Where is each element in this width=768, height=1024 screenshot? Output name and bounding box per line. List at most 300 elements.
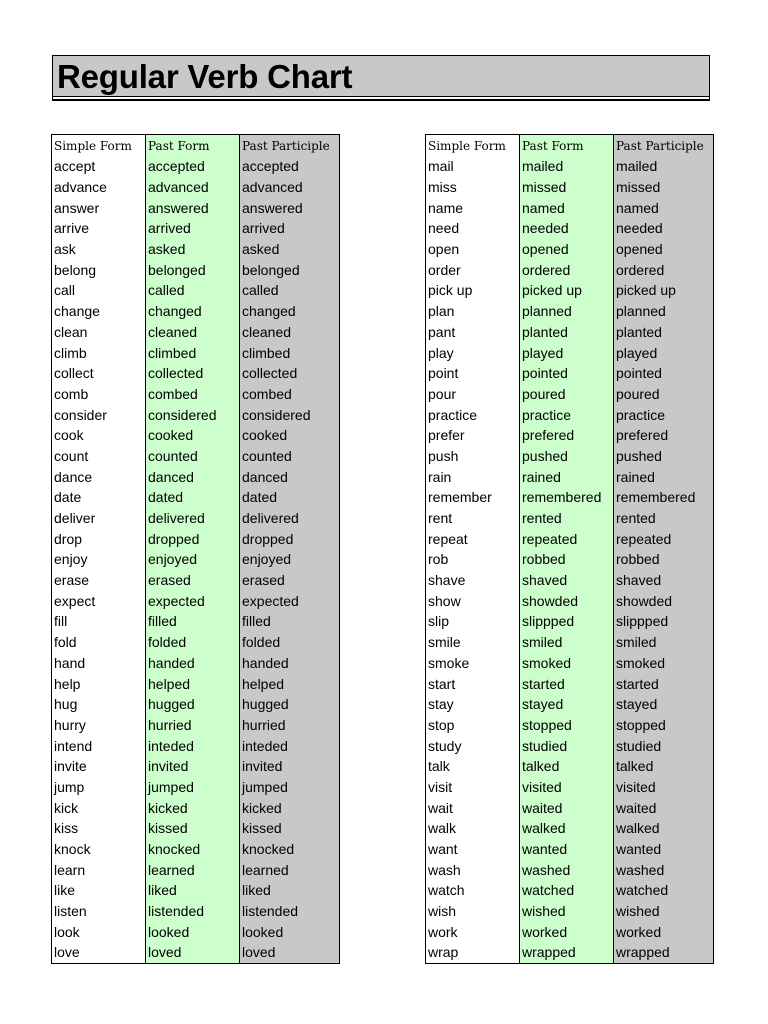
simple-form-cell: like (52, 880, 146, 901)
past-participle-cell: planted (614, 322, 714, 343)
past-form-cell: showded (520, 590, 614, 611)
table-row (426, 673, 714, 694)
simple-form-cell: rob (426, 549, 520, 570)
past-participle-cell: robbed (614, 549, 714, 570)
past-form-cell: helped (146, 673, 240, 694)
simple-form-cell: consider (52, 404, 146, 425)
past-participle-cell: enjoyed (240, 549, 340, 570)
table-row (52, 653, 340, 674)
past-form-cell: mailed (520, 156, 614, 177)
past-participle-cell: mailed (614, 156, 714, 177)
past-form-cell: rained (520, 466, 614, 487)
past-form-cell: talked (520, 756, 614, 777)
past-participle-cell: pointed (614, 363, 714, 384)
past-participle-cell: collected (240, 363, 340, 384)
past-form-cell: pointed (520, 363, 614, 384)
table-row (426, 218, 714, 239)
table-row (426, 777, 714, 798)
past-form-cell: advanced (146, 177, 240, 198)
simple-form-cell: pant (426, 322, 520, 343)
simple-form-cell: wait (426, 797, 520, 818)
past-form-cell: counted (146, 446, 240, 467)
table-row (52, 508, 340, 529)
table-row (52, 446, 340, 467)
past-form-cell: wrapped (520, 942, 614, 963)
past-form-cell: combed (146, 384, 240, 405)
past-form-cell: handed (146, 653, 240, 674)
past-form-cell: learned (146, 859, 240, 880)
past-form-cell: enjoyed (146, 549, 240, 570)
header-simple-form: Simple Form (426, 135, 520, 157)
simple-form-cell: intend (52, 735, 146, 756)
past-participle-cell: wrapped (614, 942, 714, 963)
simple-form-cell: start (426, 673, 520, 694)
simple-form-cell: look (52, 921, 146, 942)
table-row (52, 590, 340, 611)
header-past-form: Past Form (520, 135, 614, 157)
table-row (52, 322, 340, 343)
table-row (426, 570, 714, 591)
past-form-cell: washed (520, 859, 614, 880)
past-participle-cell: answered (240, 197, 340, 218)
past-form-cell: stayed (520, 694, 614, 715)
simple-form-cell: smile (426, 632, 520, 653)
simple-form-cell: call (52, 280, 146, 301)
title-bar (52, 55, 710, 97)
simple-form-cell: fill (52, 611, 146, 632)
past-form-cell: dated (146, 487, 240, 508)
past-form-cell: answered (146, 197, 240, 218)
past-form-cell: robbed (520, 549, 614, 570)
past-participle-cell: kicked (240, 797, 340, 818)
table-row (52, 280, 340, 301)
simple-form-cell: rent (426, 508, 520, 529)
table-row (426, 528, 714, 549)
table-row (426, 466, 714, 487)
past-participle-cell: rented (614, 508, 714, 529)
past-form-cell: filled (146, 611, 240, 632)
past-form-cell: invited (146, 756, 240, 777)
table-row (426, 156, 714, 177)
simple-form-cell: hand (52, 653, 146, 674)
simple-form-cell: arrive (52, 218, 146, 239)
simple-form-cell: point (426, 363, 520, 384)
past-participle-cell: dated (240, 487, 340, 508)
simple-form-cell: count (52, 446, 146, 467)
table-row (52, 777, 340, 798)
table-row (52, 301, 340, 322)
past-form-cell: hurried (146, 715, 240, 736)
past-participle-cell: combed (240, 384, 340, 405)
past-participle-cell: delivered (240, 508, 340, 529)
table-row (426, 549, 714, 570)
simple-form-cell: work (426, 921, 520, 942)
table-row (426, 508, 714, 529)
table-row (52, 487, 340, 508)
past-participle-cell: learned (240, 859, 340, 880)
past-participle-cell: changed (240, 301, 340, 322)
header-simple-form: Simple Form (52, 135, 146, 157)
past-participle-cell: studied (614, 735, 714, 756)
past-form-cell: called (146, 280, 240, 301)
simple-form-cell: stay (426, 694, 520, 715)
past-participle-cell: waited (614, 797, 714, 818)
past-participle-cell: inteded (240, 735, 340, 756)
past-participle-cell: counted (240, 446, 340, 467)
past-form-cell: climbed (146, 342, 240, 363)
past-participle-cell: invited (240, 756, 340, 777)
past-participle-cell: loved (240, 942, 340, 963)
table-row (52, 839, 340, 860)
past-participle-cell: advanced (240, 177, 340, 198)
past-form-cell: pushed (520, 446, 614, 467)
past-form-cell: considered (146, 404, 240, 425)
simple-form-cell: learn (52, 859, 146, 880)
past-form-cell: expected (146, 590, 240, 611)
past-participle-cell: picked up (614, 280, 714, 301)
simple-form-cell: rain (426, 466, 520, 487)
table-row (52, 425, 340, 446)
simple-form-cell: pick up (426, 280, 520, 301)
past-participle-cell: showded (614, 590, 714, 611)
simple-form-cell: order (426, 259, 520, 280)
past-participle-cell: hugged (240, 694, 340, 715)
past-form-cell: jumped (146, 777, 240, 798)
table-row (52, 570, 340, 591)
past-participle-cell: accepted (240, 156, 340, 177)
table-row (426, 322, 714, 343)
verb-table-left (51, 134, 340, 964)
past-participle-cell: dropped (240, 528, 340, 549)
simple-form-cell: fold (52, 632, 146, 653)
header-row (52, 135, 340, 157)
simple-form-cell: visit (426, 777, 520, 798)
table-row (52, 880, 340, 901)
simple-form-cell: erase (52, 570, 146, 591)
simple-form-cell: shave (426, 570, 520, 591)
table-row (426, 384, 714, 405)
past-form-cell: ordered (520, 259, 614, 280)
simple-form-cell: pour (426, 384, 520, 405)
past-participle-cell: stayed (614, 694, 714, 715)
past-participle-cell: poured (614, 384, 714, 405)
table-row (426, 839, 714, 860)
table-row (52, 797, 340, 818)
simple-form-cell: mail (426, 156, 520, 177)
past-form-cell: liked (146, 880, 240, 901)
table-row (426, 404, 714, 425)
header-past-participle: Past Participle (614, 135, 714, 157)
past-form-cell: danced (146, 466, 240, 487)
simple-form-cell: enjoy (52, 549, 146, 570)
simple-form-cell: advance (52, 177, 146, 198)
past-participle-cell: planned (614, 301, 714, 322)
simple-form-cell: help (52, 673, 146, 694)
simple-form-cell: listen (52, 901, 146, 922)
header-past-participle: Past Participle (240, 135, 340, 157)
simple-form-cell: walk (426, 818, 520, 839)
past-form-cell: shaved (520, 570, 614, 591)
past-form-cell: changed (146, 301, 240, 322)
simple-form-cell: comb (52, 384, 146, 405)
past-participle-cell: worked (614, 921, 714, 942)
past-form-cell: listended (146, 901, 240, 922)
table-row (52, 859, 340, 880)
simple-form-cell: expect (52, 590, 146, 611)
table-row (426, 756, 714, 777)
past-participle-cell: prefered (614, 425, 714, 446)
past-form-cell: kicked (146, 797, 240, 818)
simple-form-cell: jump (52, 777, 146, 798)
simple-form-cell: deliver (52, 508, 146, 529)
simple-form-cell: love (52, 942, 146, 963)
past-form-cell: cleaned (146, 322, 240, 343)
simple-form-cell: hug (52, 694, 146, 715)
past-form-cell: slippped (520, 611, 614, 632)
past-form-cell: practice (520, 404, 614, 425)
simple-form-cell: collect (52, 363, 146, 384)
past-participle-cell: walked (614, 818, 714, 839)
past-form-cell: needed (520, 218, 614, 239)
past-participle-cell: listended (240, 901, 340, 922)
table-row (426, 921, 714, 942)
simple-form-cell: invite (52, 756, 146, 777)
table-row (52, 404, 340, 425)
past-participle-cell: opened (614, 239, 714, 260)
simple-form-cell: need (426, 218, 520, 239)
past-form-cell: missed (520, 177, 614, 198)
past-form-cell: smiled (520, 632, 614, 653)
past-form-cell: hugged (146, 694, 240, 715)
past-form-cell: remembered (520, 487, 614, 508)
verb-table-right-body (426, 156, 714, 963)
past-form-cell: collected (146, 363, 240, 384)
past-form-cell: waited (520, 797, 614, 818)
simple-form-cell: kiss (52, 818, 146, 839)
simple-form-cell: change (52, 301, 146, 322)
past-form-cell: visited (520, 777, 614, 798)
simple-form-cell: climb (52, 342, 146, 363)
past-participle-cell: rained (614, 466, 714, 487)
table-row (52, 921, 340, 942)
table-row (52, 342, 340, 363)
past-participle-cell: visited (614, 777, 714, 798)
simple-form-cell: slip (426, 611, 520, 632)
past-participle-cell: missed (614, 177, 714, 198)
past-participle-cell: talked (614, 756, 714, 777)
past-form-cell: erased (146, 570, 240, 591)
table-row (52, 384, 340, 405)
past-participle-cell: smiled (614, 632, 714, 653)
simple-form-cell: date (52, 487, 146, 508)
simple-form-cell: accept (52, 156, 146, 177)
past-participle-cell: watched (614, 880, 714, 901)
past-participle-cell: wished (614, 901, 714, 922)
past-form-cell: planned (520, 301, 614, 322)
past-participle-cell: pushed (614, 446, 714, 467)
simple-form-cell: kick (52, 797, 146, 818)
table-row (52, 735, 340, 756)
past-participle-cell: needed (614, 218, 714, 239)
past-form-cell: poured (520, 384, 614, 405)
past-participle-cell: expected (240, 590, 340, 611)
past-form-cell: belonged (146, 259, 240, 280)
table-row (52, 756, 340, 777)
past-participle-cell: jumped (240, 777, 340, 798)
simple-form-cell: play (426, 342, 520, 363)
simple-form-cell: want (426, 839, 520, 860)
past-participle-cell: shaved (614, 570, 714, 591)
past-participle-cell: repeated (614, 528, 714, 549)
simple-form-cell: ask (52, 239, 146, 260)
table-row (52, 818, 340, 839)
past-participle-cell: cooked (240, 425, 340, 446)
past-form-cell: arrived (146, 218, 240, 239)
table-row (52, 259, 340, 280)
table-row (426, 880, 714, 901)
simple-form-cell: push (426, 446, 520, 467)
past-form-cell: stopped (520, 715, 614, 736)
past-form-cell: repeated (520, 528, 614, 549)
past-participle-cell: folded (240, 632, 340, 653)
page-title: Regular Verb Chart (57, 58, 353, 95)
verb-table-left-body (52, 156, 340, 963)
past-form-cell: folded (146, 632, 240, 653)
past-participle-cell: climbed (240, 342, 340, 363)
table-row (426, 859, 714, 880)
simple-form-cell: dance (52, 466, 146, 487)
table-row (52, 694, 340, 715)
past-form-cell: watched (520, 880, 614, 901)
table-row (52, 197, 340, 218)
simple-form-cell: prefer (426, 425, 520, 446)
table-row (426, 611, 714, 632)
past-participle-cell: played (614, 342, 714, 363)
table-row (52, 177, 340, 198)
past-form-cell: smoked (520, 653, 614, 674)
past-participle-cell: belonged (240, 259, 340, 280)
past-participle-cell: erased (240, 570, 340, 591)
simple-form-cell: name (426, 197, 520, 218)
past-form-cell: looked (146, 921, 240, 942)
table-row (426, 715, 714, 736)
simple-form-cell: plan (426, 301, 520, 322)
past-form-cell: opened (520, 239, 614, 260)
past-form-cell: walked (520, 818, 614, 839)
table-row (52, 942, 340, 963)
simple-form-cell: wish (426, 901, 520, 922)
simple-form-cell: wrap (426, 942, 520, 963)
table-row (52, 528, 340, 549)
simple-form-cell: knock (52, 839, 146, 860)
past-participle-cell: smoked (614, 653, 714, 674)
simple-form-cell: smoke (426, 653, 520, 674)
header-row (426, 135, 714, 157)
simple-form-cell: belong (52, 259, 146, 280)
table-row (426, 653, 714, 674)
past-participle-cell: called (240, 280, 340, 301)
simple-form-cell: drop (52, 528, 146, 549)
past-form-cell: picked up (520, 280, 614, 301)
past-form-cell: accepted (146, 156, 240, 177)
table-row (426, 197, 714, 218)
past-participle-cell: handed (240, 653, 340, 674)
past-form-cell: rented (520, 508, 614, 529)
table-row (52, 363, 340, 384)
simple-form-cell: study (426, 735, 520, 756)
verb-table-right (425, 134, 714, 964)
simple-form-cell: miss (426, 177, 520, 198)
simple-form-cell: remember (426, 487, 520, 508)
table-row (52, 632, 340, 653)
past-form-cell: cooked (146, 425, 240, 446)
table-row (52, 673, 340, 694)
table-row (426, 735, 714, 756)
past-participle-cell: washed (614, 859, 714, 880)
table-row (426, 239, 714, 260)
table-row (52, 549, 340, 570)
table-row (426, 259, 714, 280)
table-row (52, 611, 340, 632)
table-row (426, 487, 714, 508)
table-row (52, 156, 340, 177)
simple-form-cell: answer (52, 197, 146, 218)
table-row (426, 901, 714, 922)
simple-form-cell: repeat (426, 528, 520, 549)
past-participle-cell: danced (240, 466, 340, 487)
table-row (426, 363, 714, 384)
past-participle-cell: wanted (614, 839, 714, 860)
past-form-cell: planted (520, 322, 614, 343)
past-participle-cell: kissed (240, 818, 340, 839)
past-participle-cell: knocked (240, 839, 340, 860)
past-participle-cell: slippped (614, 611, 714, 632)
simple-form-cell: talk (426, 756, 520, 777)
table-row (426, 632, 714, 653)
past-form-cell: named (520, 197, 614, 218)
table-row (52, 901, 340, 922)
table-row (426, 818, 714, 839)
past-participle-cell: practice (614, 404, 714, 425)
simple-form-cell: watch (426, 880, 520, 901)
past-form-cell: played (520, 342, 614, 363)
past-form-cell: kissed (146, 818, 240, 839)
past-participle-cell: cleaned (240, 322, 340, 343)
header-past-form: Past Form (146, 135, 240, 157)
past-participle-cell: ordered (614, 259, 714, 280)
simple-form-cell: practice (426, 404, 520, 425)
table-row (426, 590, 714, 611)
past-form-cell: started (520, 673, 614, 694)
past-form-cell: prefered (520, 425, 614, 446)
past-participle-cell: asked (240, 239, 340, 260)
table-row (52, 239, 340, 260)
table-row (52, 218, 340, 239)
past-form-cell: dropped (146, 528, 240, 549)
table-row (426, 694, 714, 715)
past-participle-cell: arrived (240, 218, 340, 239)
simple-form-cell: open (426, 239, 520, 260)
past-form-cell: worked (520, 921, 614, 942)
past-form-cell: studied (520, 735, 614, 756)
past-participle-cell: remembered (614, 487, 714, 508)
past-form-cell: loved (146, 942, 240, 963)
table-row (426, 301, 714, 322)
past-participle-cell: stopped (614, 715, 714, 736)
past-form-cell: inteded (146, 735, 240, 756)
past-participle-cell: started (614, 673, 714, 694)
simple-form-cell: clean (52, 322, 146, 343)
